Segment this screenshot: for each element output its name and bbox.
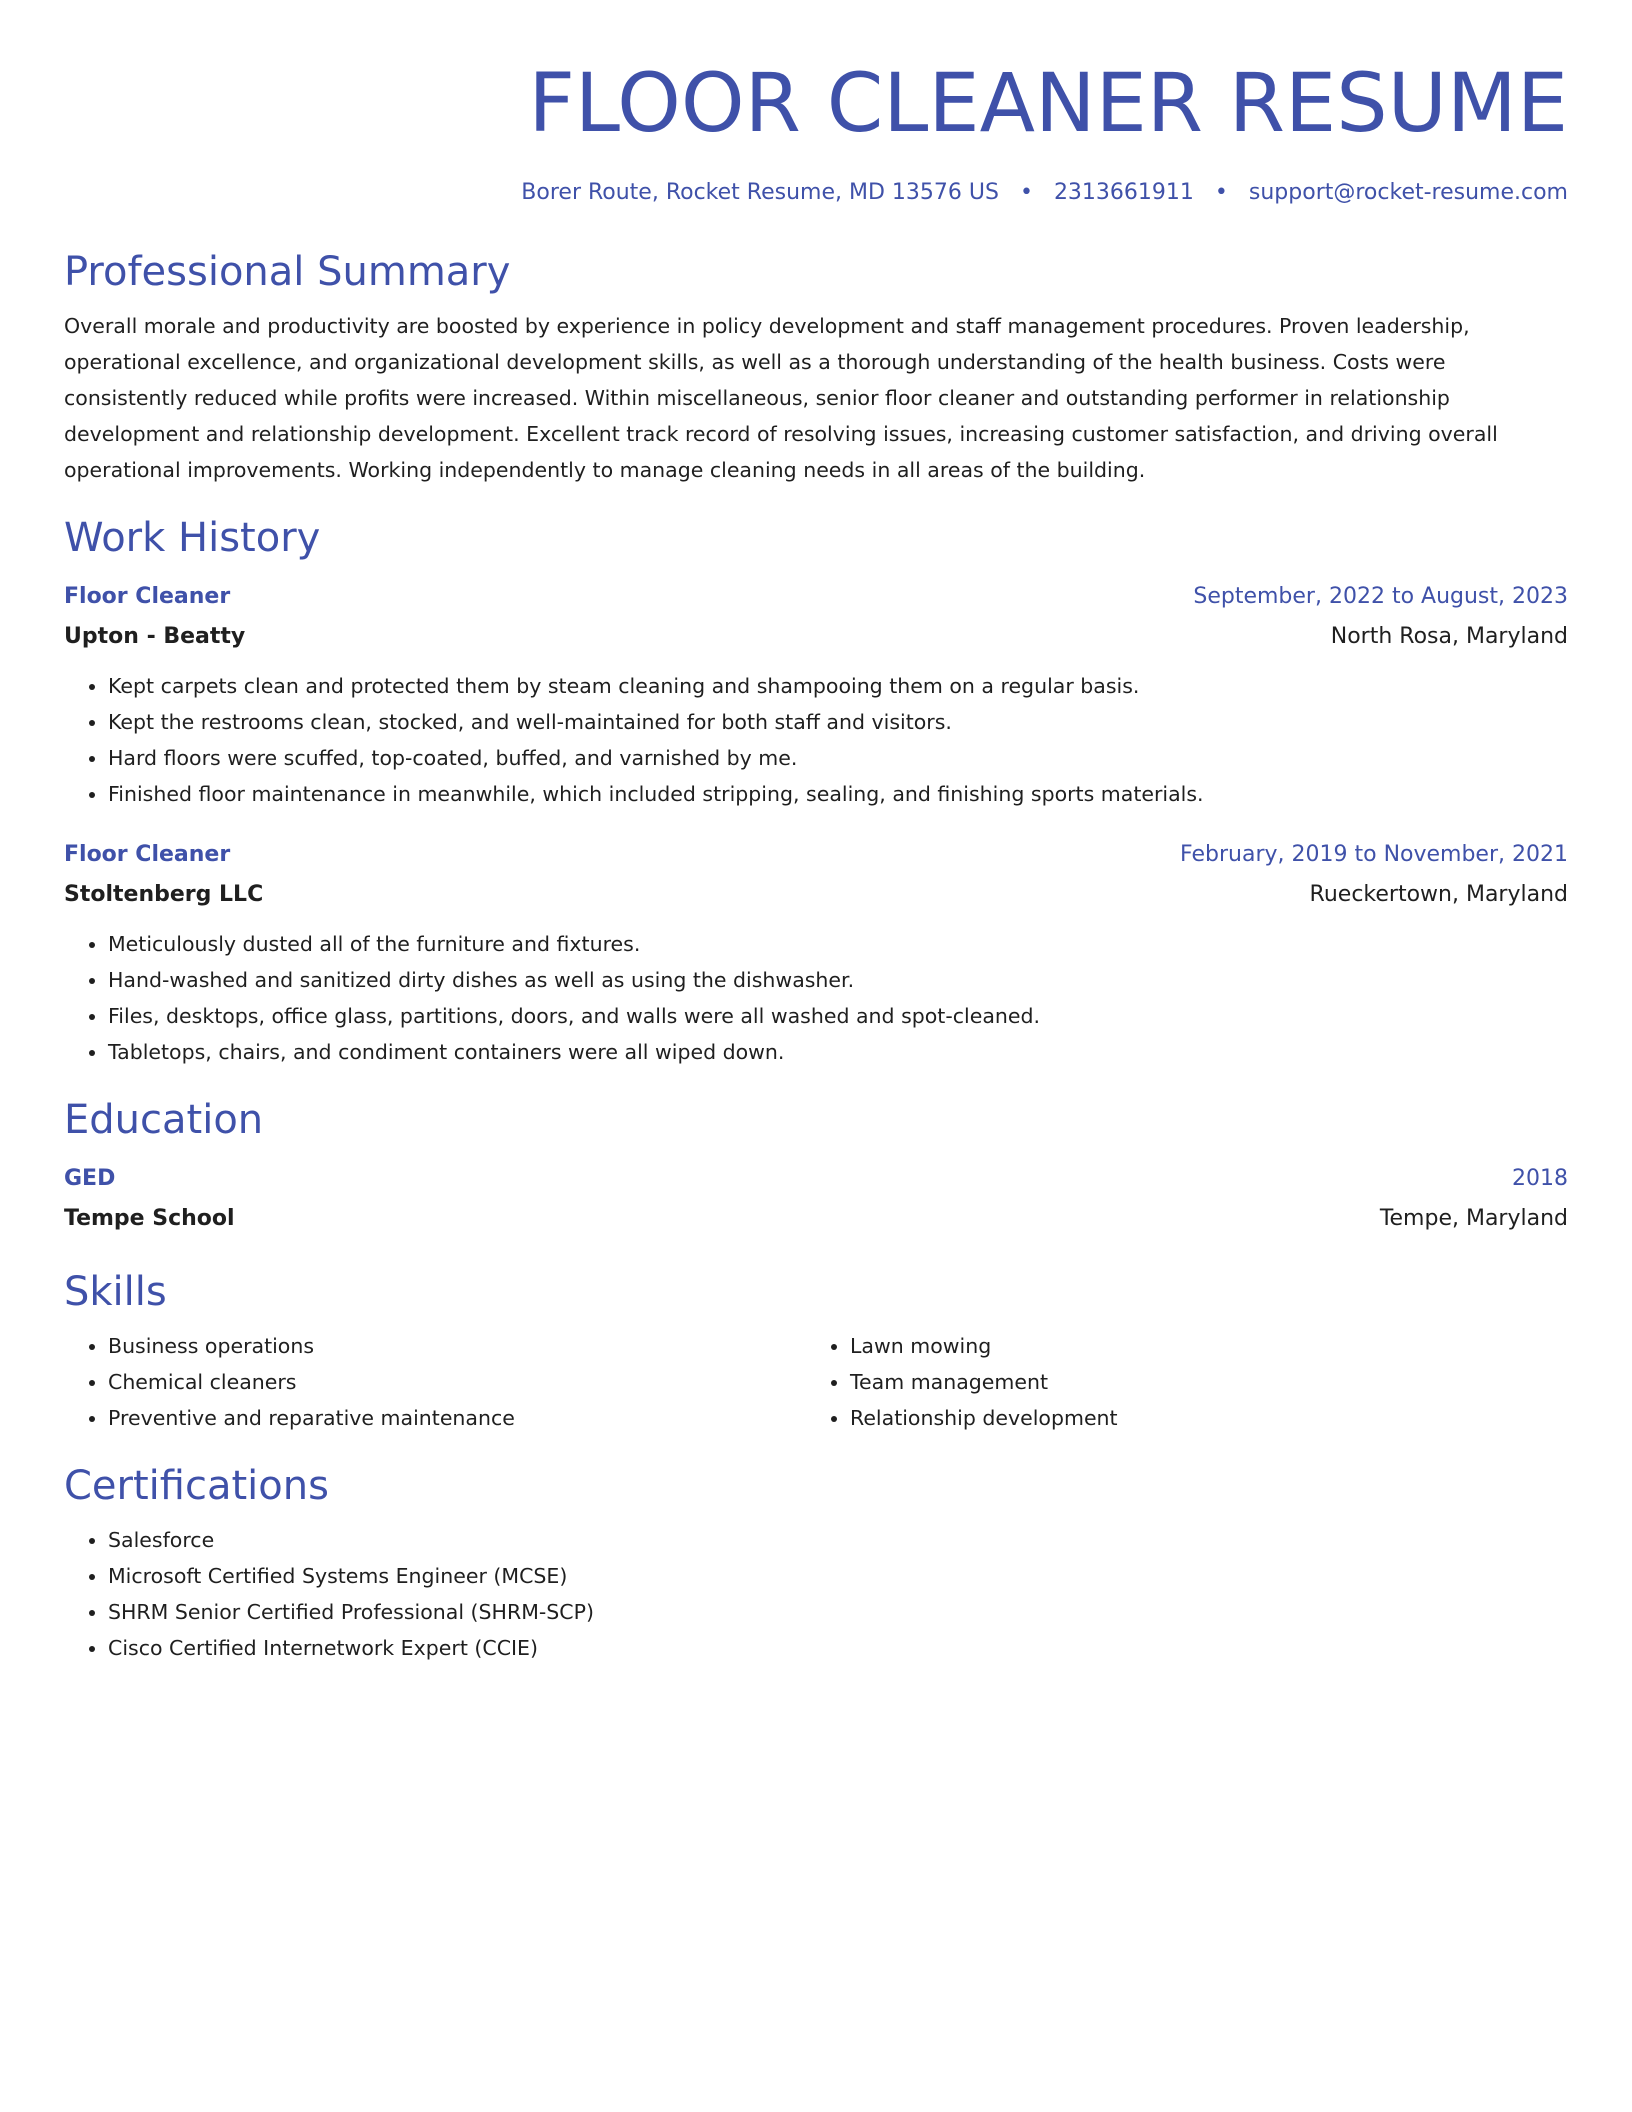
job-bullets bbox=[64, 668, 1568, 812]
list-item: • Tabletops, chairs, and condiment containers were all wiped down. bbox=[108, 1034, 1568, 1070]
summary-heading: Professional Summary bbox=[64, 249, 511, 295]
list-item: • Microsoft Certified Systems Engineer (MCSE) bbox=[108, 1558, 1568, 1594]
job-company: Stoltenberg LLC bbox=[64, 882, 264, 907]
contact-separator: • bbox=[1019, 180, 1033, 205]
job-company-row bbox=[64, 622, 1568, 652]
education-location: Tempe, Maryland bbox=[1379, 1206, 1568, 1231]
education-heading: Education bbox=[64, 1097, 264, 1143]
list-item: • Team management bbox=[850, 1364, 1548, 1400]
job-company: Upton - Beatty bbox=[64, 624, 246, 649]
certifications-list bbox=[64, 1522, 1568, 1666]
education-entry bbox=[64, 1164, 1568, 1234]
skills-list-right bbox=[806, 1328, 1548, 1436]
contact-email: support@rocket-resume.com bbox=[1248, 180, 1568, 205]
list-item: • Hard floors were scuffed, top-coated, buffed, and varnished by me. bbox=[108, 740, 1568, 776]
job-bullets bbox=[64, 926, 1568, 1070]
contact-line bbox=[64, 178, 1568, 208]
job-company-row bbox=[64, 880, 1568, 910]
contact-phone: 2313661911 bbox=[1053, 180, 1194, 205]
resume-title: FLOOR CLEANER RESUME bbox=[528, 57, 1568, 151]
education-school: Tempe School bbox=[64, 1206, 235, 1231]
resume-page bbox=[64, 0, 1568, 1666]
skills-heading: Skills bbox=[64, 1269, 167, 1315]
list-item: • Relationship development bbox=[850, 1400, 1548, 1436]
list-item: • Files, desktops, office glass, partitions, doors, and walls were all washed and spot-cleaned. bbox=[108, 998, 1568, 1034]
contact-separator: • bbox=[1214, 180, 1228, 205]
list-item: • Finished floor maintenance in meanwhile, which included stripping, sealing, and finishing sports materials. bbox=[108, 776, 1568, 812]
job-role: Floor Cleaner bbox=[64, 842, 231, 867]
education-header-row bbox=[64, 1164, 1568, 1194]
list-item: • Lawn mowing bbox=[850, 1328, 1548, 1364]
education-year: 2018 bbox=[1512, 1166, 1568, 1191]
list-item: • Kept the restrooms clean, stocked, and well-maintained for both staff and visitors. bbox=[108, 704, 1568, 740]
skills-list-left bbox=[64, 1328, 806, 1436]
education-degree: GED bbox=[64, 1166, 116, 1191]
job-entry bbox=[64, 582, 1568, 812]
contact-address: Borer Route, Rocket Resume, MD 13576 US bbox=[521, 180, 999, 205]
list-item: • Meticulously dusted all of the furniture and fixtures. bbox=[108, 926, 1568, 962]
job-header-row bbox=[64, 840, 1568, 870]
list-item: • Cisco Certified Internetwork Expert (CCIE) bbox=[108, 1630, 1568, 1666]
job-role: Floor Cleaner bbox=[64, 584, 231, 609]
job-dates: February, 2019 to November, 2021 bbox=[1180, 842, 1568, 867]
job-location: Rueckertown, Maryland bbox=[1309, 882, 1568, 907]
work-history-heading: Work History bbox=[64, 515, 321, 561]
list-item: • Business operations bbox=[108, 1328, 806, 1364]
list-item: • Salesforce bbox=[108, 1522, 1568, 1558]
skills-columns bbox=[64, 1328, 1568, 1436]
summary-text: Overall morale and productivity are boosted by experience in policy development and staff management procedures. Proven leadership, operational excellence, and organizational development skills, as well as a thorough understanding of the health business. Costs were consistently reduced while profits were increased. Within miscellaneous, senior floor cleaner and outstanding performer in relationship development and relationship development. Excellent track record of resolving issues, increasing customer satisfaction, and driving overall operational improvements. Working independently to manage cleaning needs in all areas of the building. bbox=[64, 314, 1498, 482]
list-item: • Hand-washed and sanitized dirty dishes as well as using the dishwasher. bbox=[108, 962, 1568, 998]
list-item: • Kept carpets clean and protected them by steam cleaning and shampooing them on a regular basis. bbox=[108, 668, 1568, 704]
job-dates: September, 2022 to August, 2023 bbox=[1193, 584, 1568, 609]
list-item: • Chemical cleaners bbox=[108, 1364, 806, 1400]
list-item: • SHRM Senior Certified Professional (SHRM-SCP) bbox=[108, 1594, 1568, 1630]
job-entry bbox=[64, 840, 1568, 1070]
certifications-heading: Certifications bbox=[64, 1463, 329, 1509]
job-header-row bbox=[64, 582, 1568, 612]
job-location: North Rosa, Maryland bbox=[1330, 624, 1568, 649]
education-school-row bbox=[64, 1204, 1568, 1234]
list-item: • Preventive and reparative maintenance bbox=[108, 1400, 806, 1436]
